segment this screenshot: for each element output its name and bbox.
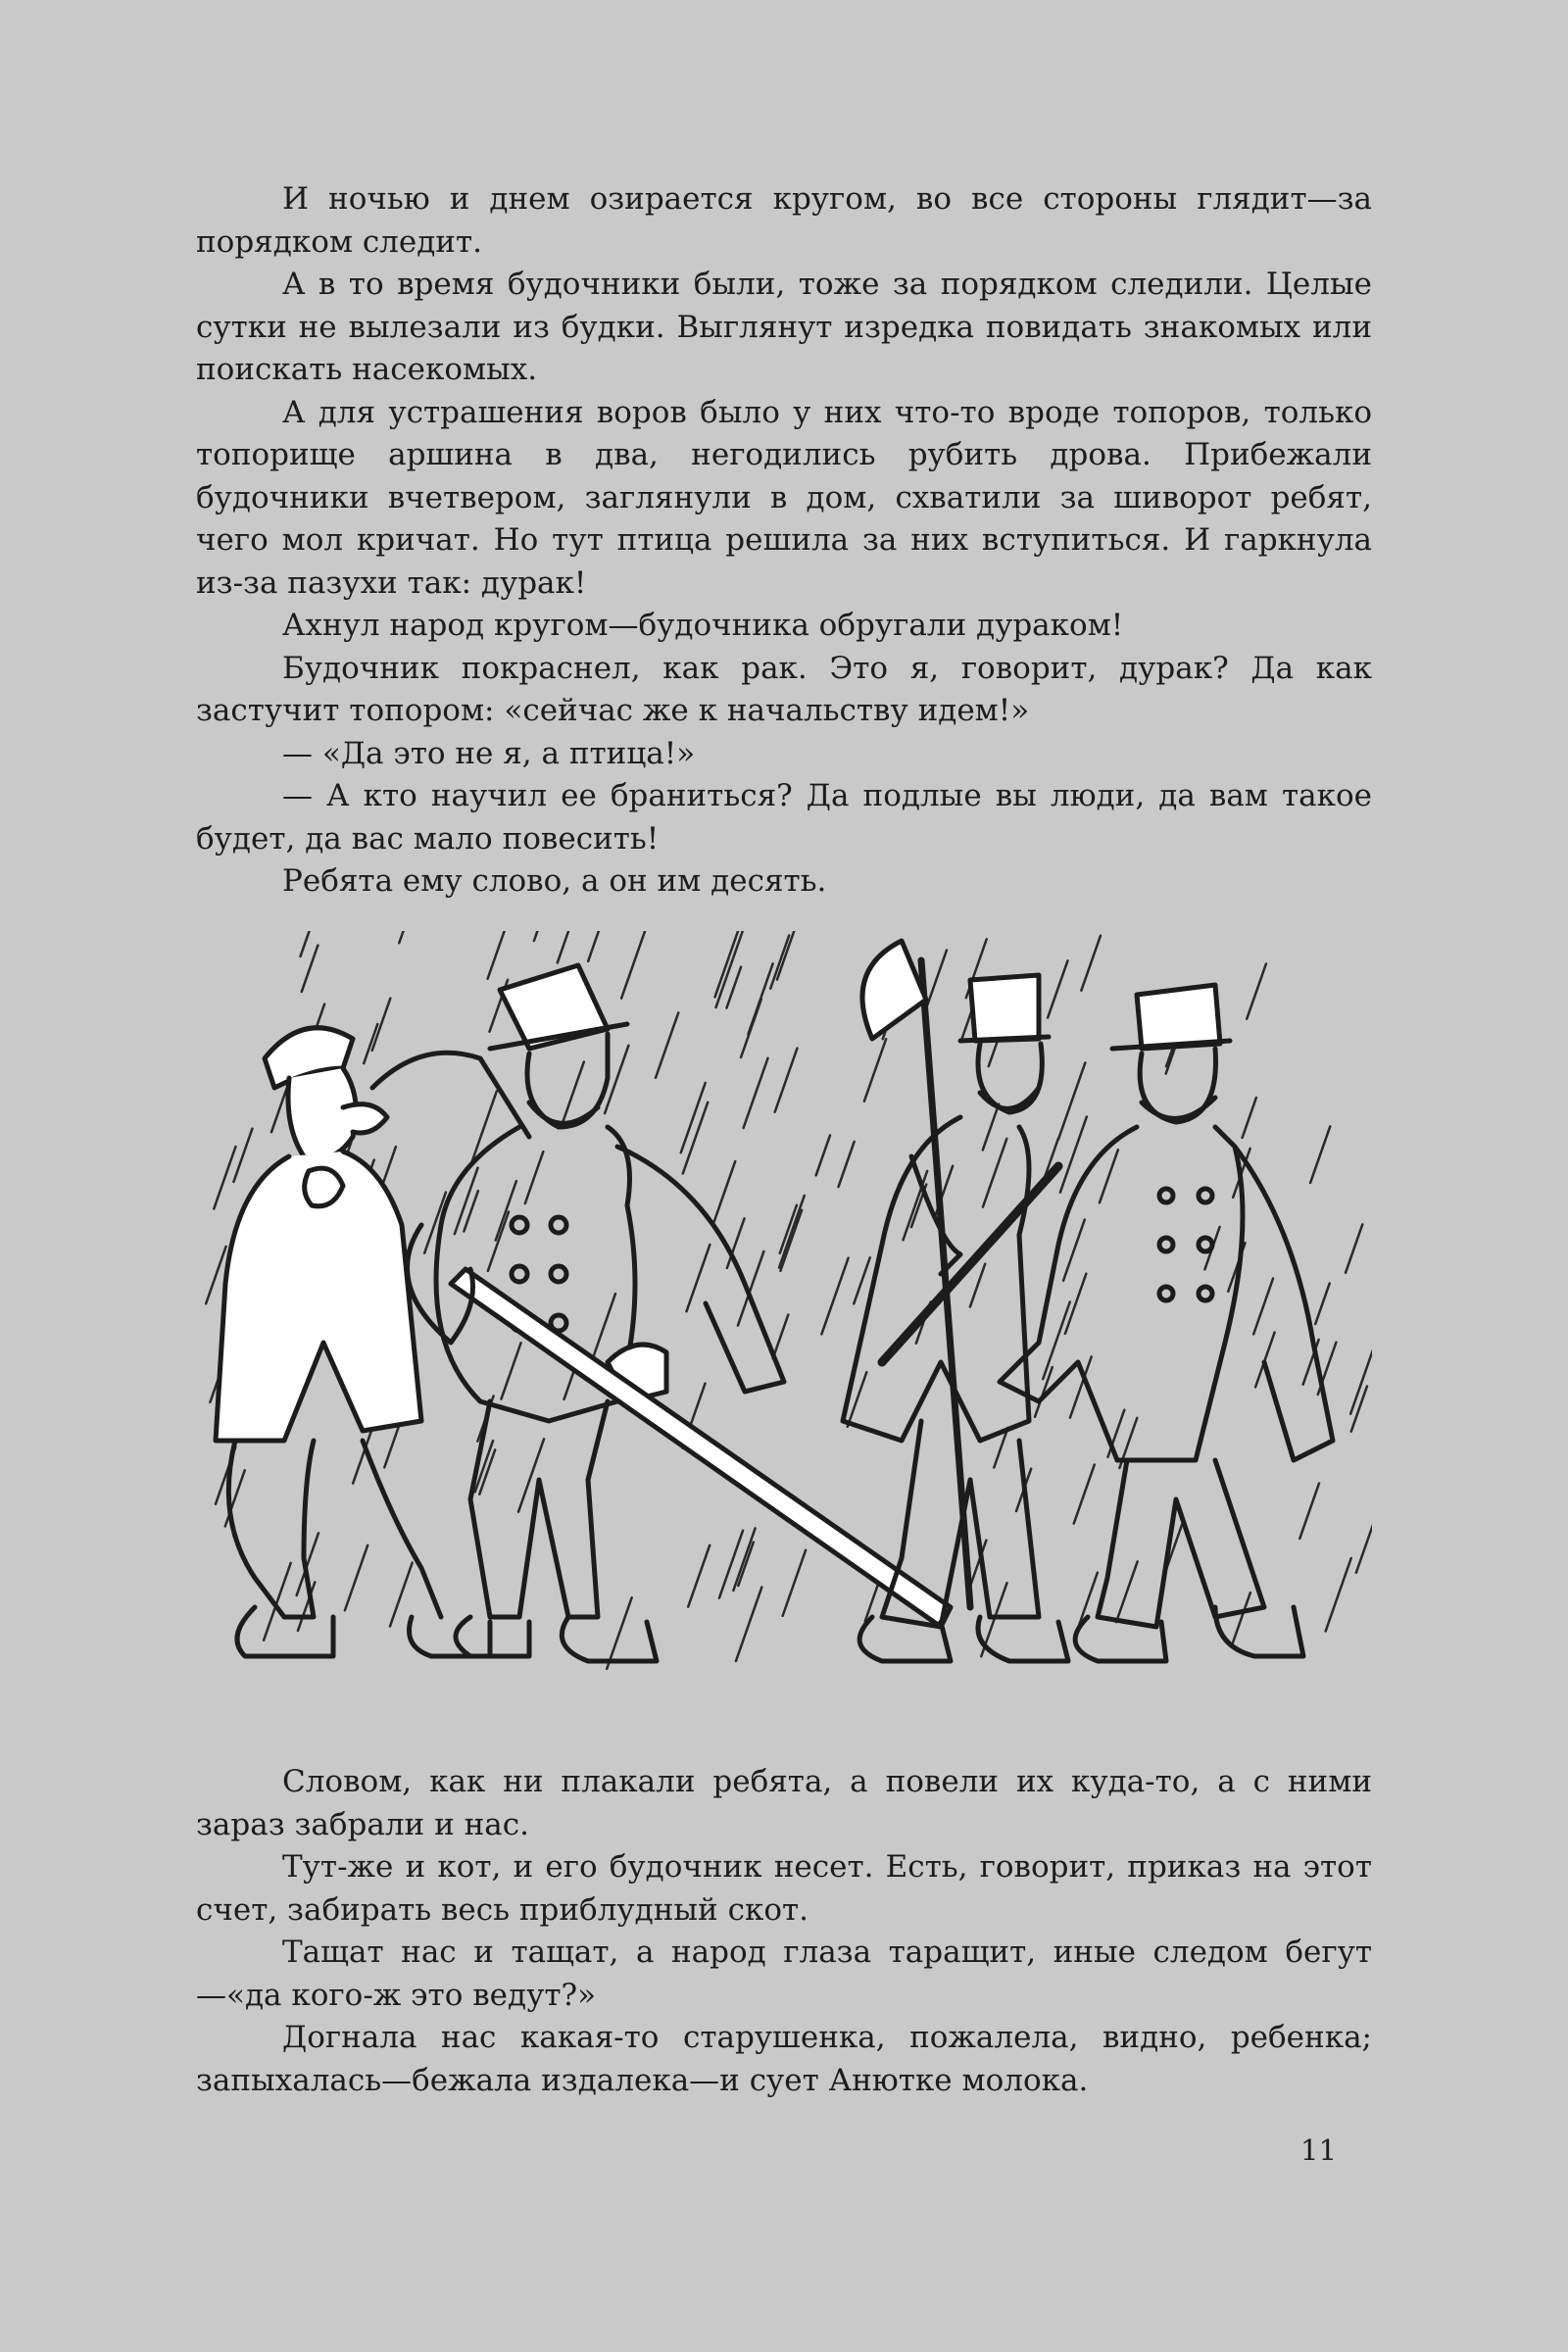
rain-stroke <box>927 950 947 1004</box>
rain-stroke <box>1310 1126 1330 1183</box>
text-block-top <box>196 178 1372 904</box>
rain-stroke <box>821 1258 848 1335</box>
rain-stroke <box>688 1545 710 1607</box>
text-block-bottom <box>196 1761 1372 2102</box>
rain-stroke <box>775 1049 798 1112</box>
paragraph: Ребята ему слово, а он им десять. <box>282 863 827 899</box>
rain-stroke <box>1078 1573 1098 1630</box>
rain-stroke <box>783 1550 806 1616</box>
rain-stroke <box>518 1439 544 1511</box>
rain-stroke <box>1315 1284 1329 1324</box>
rain-stroke <box>777 931 795 980</box>
rain-stroke <box>738 1251 763 1326</box>
rain-stroke <box>738 1543 753 1586</box>
rain-stroke <box>1048 960 1067 1017</box>
rain-stroke <box>488 1212 509 1271</box>
rain-stroke <box>1074 1465 1095 1524</box>
rain-stroke <box>345 1545 368 1610</box>
paragraph: Ахнул народ кругом—будочника обругали дураком! <box>282 608 1124 643</box>
paragraph: А в то время будочники были, тоже за порядком следили. Целые сутки не вылезали из будки. Выглянут изредка повидать знакомых или поискать насекомых. <box>196 267 1372 387</box>
rain-stroke <box>372 999 391 1051</box>
rain-stroke <box>1063 1220 1085 1281</box>
rain-stroke <box>770 935 789 988</box>
rain-stroke <box>588 931 603 961</box>
rain-stroke <box>264 1563 291 1641</box>
rain-stroke <box>1232 1592 1250 1646</box>
rain-stroke <box>983 1139 1006 1207</box>
rain-stroke <box>1107 1410 1124 1457</box>
rain-stroke <box>1356 1504 1372 1573</box>
rain-stroke <box>779 1196 805 1268</box>
paragraph: И ночью и днем озирается кругом, во все стороны глядит—за порядком следит. <box>196 181 1372 260</box>
rain-stroke <box>1346 1224 1362 1272</box>
rain-stroke <box>854 1257 869 1303</box>
rain-stroke <box>1247 963 1266 1018</box>
rain-stroke <box>733 1528 755 1590</box>
rain-stroke <box>744 1058 768 1128</box>
rain-stroke <box>1081 936 1101 991</box>
rain-stroke <box>736 1588 761 1661</box>
rain-stroke <box>1116 1561 1138 1622</box>
rain-stroke <box>1253 1279 1273 1335</box>
rain-stroke <box>534 931 554 941</box>
rain-stroke <box>1243 1098 1256 1138</box>
paragraph: — «Да это не я, а птица!» <box>282 735 696 771</box>
rain-stroke <box>214 1147 235 1208</box>
rain-stroke <box>233 1129 252 1182</box>
illustration-watchmen-in-rain <box>196 931 1372 1725</box>
rain-stroke <box>464 1191 477 1231</box>
rain-stroke <box>501 1343 520 1398</box>
rain-stroke <box>656 1012 678 1077</box>
paragraph: Тут-же и кот, и его будочник несет. Есть, говорит, приказ на этот счет, забирать весь приблудный скот. <box>196 1849 1372 1928</box>
rain-stroke <box>488 931 507 979</box>
rain-stroke <box>1299 1484 1319 1539</box>
rain-stroke <box>864 1039 886 1101</box>
rain-stroke <box>773 1315 789 1359</box>
paragraph: — А кто научил ее браниться? Да подлые вы люди, да вам такое будет, да вас мало повесить! <box>196 778 1372 857</box>
page-number: 11 <box>1300 2133 1337 2167</box>
rain-stroke <box>1100 1150 1118 1202</box>
paragraph: Догнала нас какая-то старушенка, пожалела, видно, ребенка; запыхалась—бежала издалека—и сует Анютке молока. <box>196 2020 1372 2098</box>
rain-stroke <box>399 931 424 943</box>
rain-stroke <box>970 1264 985 1307</box>
illustration-drawing <box>196 931 1372 1725</box>
rain-stroke <box>714 1161 736 1222</box>
rain-stroke <box>301 931 322 956</box>
paragraph: А для устрашения воров было у них что-то вроде топоров, только топорище аршина в два, негодились рубить дрова. Прибежали будочники вчетвером, заглянули в дом, схватили за шиворот ребят, чего мол кричат. Но тут птица решила за них вступиться. И гаркнула из-за пазухи так: дурак! <box>196 394 1372 601</box>
rain-stroke <box>719 1531 743 1598</box>
rain-stroke <box>816 1135 830 1175</box>
rain-stroke <box>621 931 647 999</box>
rain-stroke <box>741 1000 761 1057</box>
rain-stroke <box>525 1152 543 1203</box>
rain-stroke <box>1326 1558 1351 1631</box>
rain-stroke <box>607 1597 631 1669</box>
rain-stroke <box>390 1563 413 1627</box>
rain-stroke <box>983 1104 999 1151</box>
rain-stroke <box>839 1142 855 1187</box>
rain-stroke <box>904 1171 928 1240</box>
paragraph: Тащат нас и тащат, а народ глаза таращит, иные следом бегут—«да кого-ж это ведут?» <box>196 1935 1372 2013</box>
rain-stroke <box>594 1294 615 1355</box>
rain-stroke <box>1058 1062 1085 1139</box>
rain-stroke <box>302 946 318 992</box>
rain-stroke <box>563 1062 583 1122</box>
paragraph: Словом, как ни плакали ребята, а повели их куда-то, а с ними зараз забрали и нас. <box>196 1764 1372 1842</box>
rain-stroke <box>558 931 579 962</box>
paragraph: Будочник покраснел, как рак. Это я, говорит, дурак? Да как застучит топором: «сейчас же к начальству идем!» <box>196 650 1372 728</box>
